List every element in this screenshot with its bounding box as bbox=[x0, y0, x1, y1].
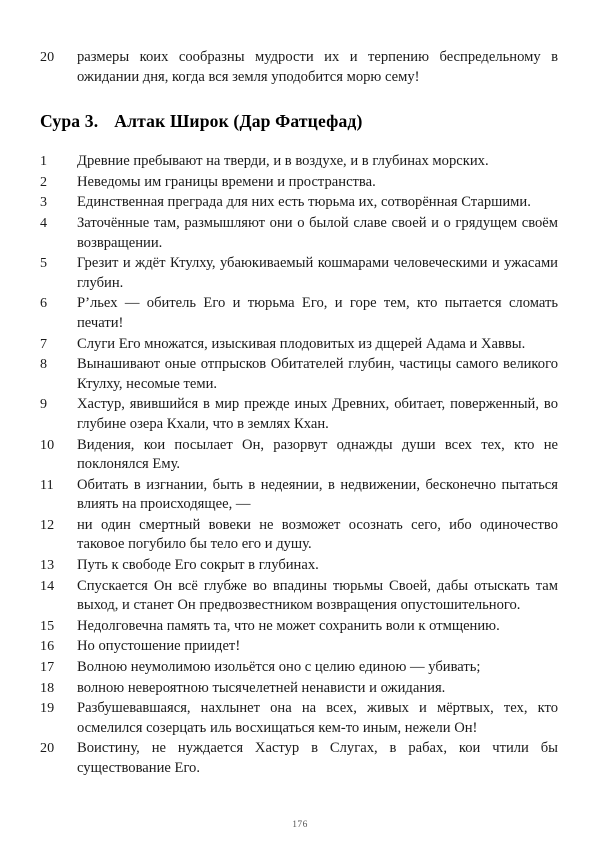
verse-number: 11 bbox=[40, 476, 54, 493]
verse-row bbox=[40, 335, 558, 355]
verse-text: Заточённые там, размышляют они о былой славе своей и о грядущем своём возвращении. bbox=[77, 214, 558, 251]
verse-number: 15 bbox=[40, 617, 55, 634]
verse-row bbox=[40, 577, 558, 616]
verse-text: размеры коих сообразны мудрости их и терпению беспредельному в ожидании дня, когда вся земля уподобится морю сему! bbox=[77, 49, 558, 85]
verse-row bbox=[40, 739, 558, 778]
verse-number: 17 bbox=[40, 659, 55, 676]
verse-continued bbox=[40, 48, 558, 87]
verse-number: 20 bbox=[40, 49, 55, 65]
verse-number: 16 bbox=[40, 638, 55, 655]
verse-text: Единственная преграда для них есть тюрьма их, сотворённая Старшими. bbox=[77, 194, 531, 211]
verse-row bbox=[40, 355, 558, 394]
verse-row bbox=[40, 617, 558, 637]
verse-row bbox=[40, 254, 558, 293]
verse-row bbox=[40, 395, 558, 434]
verse-row bbox=[40, 516, 558, 555]
verse-row bbox=[40, 173, 558, 193]
verse-text: ни один смертный вовеки не возможет осознать сего, ибо одиночество таковое погубило бы тело его и душу. bbox=[77, 516, 558, 553]
verse-number: 10 bbox=[40, 436, 55, 453]
verse-number: 7 bbox=[40, 335, 48, 352]
verse-row bbox=[40, 658, 558, 678]
verse-row bbox=[40, 699, 558, 738]
verse-number: 1 bbox=[40, 153, 48, 170]
verse-text: Древние пребывают на тверди, и в воздухе, и в глубинах морских. bbox=[77, 153, 489, 170]
verse-text: Обитать в изгнании, быть в недеянии, в недвижении, бесконечно пытаться влиять на происходящее, — bbox=[77, 476, 558, 513]
verse-number: 14 bbox=[40, 577, 55, 594]
text-column bbox=[40, 48, 558, 780]
verse-text: Грезит и ждёт Ктулху, убаюкиваемый кошмарами человеческими и ужасами глубин. bbox=[77, 255, 558, 291]
verse-text: Спускается Он всё глубже во впадины тюрьмы Своей, дабы отыскать там выход, и станет Он предвозвестником возвращения опустошительного. bbox=[77, 577, 558, 614]
verse-row bbox=[40, 556, 558, 576]
sura-heading bbox=[40, 110, 558, 132]
verse-list bbox=[40, 152, 558, 778]
verse-number: 3 bbox=[40, 194, 48, 211]
verse-number: 12 bbox=[40, 516, 55, 533]
verse-text: Путь к свободе Его сокрыт в глубинах. bbox=[77, 557, 319, 574]
verse-number: 13 bbox=[40, 557, 55, 574]
verse-text: Недолговечна память та, что не может сохранить воли к отмщению. bbox=[77, 617, 500, 634]
verse-text: Хастур, явившийся в мир прежде иных Древних, обитает, поверженный, во глубине озера Кхали, что в землях Кхан. bbox=[77, 396, 558, 432]
sura-label: Сура 3. bbox=[40, 111, 99, 132]
verse-row bbox=[40, 214, 558, 253]
verse-row bbox=[40, 679, 558, 699]
sura-title: Алтак Широк (Дар Фатцефад) bbox=[114, 111, 363, 132]
page-number: 176 bbox=[292, 820, 308, 830]
verse-row bbox=[40, 476, 558, 515]
verse-number: 4 bbox=[40, 214, 48, 231]
verse-number: 18 bbox=[40, 679, 55, 696]
verse-text: Р’льех — обитель Его и тюрьма Его, и горе тем, кто пытается сломать печати! bbox=[77, 295, 558, 331]
verse-row bbox=[40, 294, 558, 333]
verse-row bbox=[40, 193, 558, 213]
verse-text: Слуги Его множатся, изыскивая плодовитых из дщерей Адама и Хаввы. bbox=[77, 335, 526, 352]
verse-number: 19 bbox=[40, 700, 55, 717]
verse-text: Неведомы им границы времени и пространства. bbox=[77, 173, 376, 190]
verse-number: 2 bbox=[40, 173, 48, 190]
verse-text: Воистину, не нуждается Хастур в Слугах, в рабах, кои чтили бы существование Его. bbox=[77, 740, 558, 776]
verse-text: Волною неумолимою изольётся оно с целию единою — убивать; bbox=[77, 659, 481, 676]
verse-number: 8 bbox=[40, 356, 48, 373]
verse-row bbox=[40, 152, 558, 172]
verse-text: Но опустошение приидет! bbox=[77, 638, 241, 655]
verse-number: 20 bbox=[40, 740, 55, 757]
verse-number: 6 bbox=[40, 295, 48, 312]
verse-row bbox=[40, 436, 558, 475]
verse-number: 9 bbox=[40, 396, 48, 413]
verse-number: 5 bbox=[40, 255, 48, 272]
verse-text: Видения, кои посылает Он, разорвут однажды души всех тех, кто не поклонялся Ему. bbox=[77, 436, 558, 473]
verse-text: Вынашивают оные отпрысков Обитателей глубин, частицы самого великого Ктулху, несомые теми. bbox=[77, 356, 558, 392]
verse-row bbox=[40, 637, 558, 657]
verse-text: волною невероятною тысячелетней ненависти и ожидания. bbox=[77, 679, 446, 696]
verse-text: Разбушевавшаяся, нахлынет она на всех, живых и мёртвых, тех, кто осмелился созерцать иль восхищаться кем-то иным, нежели Он! bbox=[77, 700, 558, 736]
